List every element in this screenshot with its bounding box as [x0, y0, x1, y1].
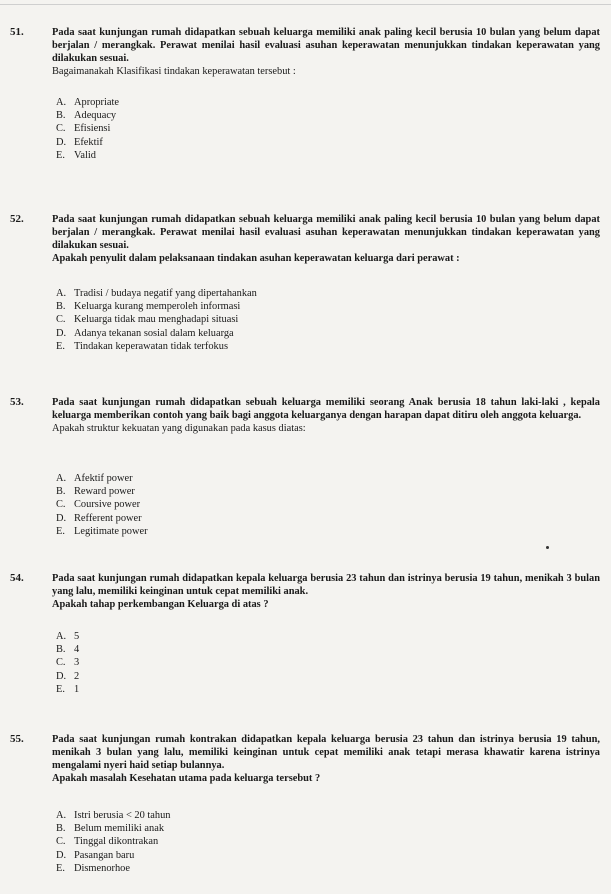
option-text: Tindakan keperawatan tidak terfokus	[74, 340, 228, 352]
question-text	[52, 396, 600, 435]
option-a[interactable]	[56, 630, 576, 643]
option-list	[56, 96, 576, 162]
option-d[interactable]	[56, 136, 576, 149]
question-number: 54.	[10, 572, 24, 584]
option-letter: C.	[56, 499, 66, 511]
option-text: Apropriate	[74, 97, 120, 108]
option-text: Reward power	[74, 486, 135, 498]
option-a[interactable]	[56, 809, 576, 822]
option-letter: C.	[56, 123, 66, 135]
option-d[interactable]	[56, 670, 576, 683]
option-letter: B.	[56, 486, 66, 498]
option-letter: D.	[56, 327, 67, 339]
option-list	[56, 287, 576, 353]
option-letter: A.	[56, 473, 67, 484]
option-e[interactable]	[56, 683, 576, 696]
question-number: 55.	[10, 733, 24, 745]
question-prompt: Apakah masalah Kesehatan utama pada keluarga tersebut ?	[52, 773, 321, 784]
question-prompt: Bagaimanakah Klasifikasi tindakan keperawatan tersebut :	[52, 66, 296, 77]
option-text: Afektif power	[74, 473, 133, 484]
option-letter: D.	[56, 512, 67, 524]
option-letter: A.	[56, 288, 67, 299]
option-letter: E.	[56, 525, 65, 537]
option-text: Pasangan baru	[74, 849, 135, 861]
option-text: 2	[74, 670, 80, 682]
option-b[interactable]	[56, 109, 576, 122]
option-text: Keluarga tidak mau menghadapi situasi	[74, 314, 239, 326]
option-letter: D.	[56, 670, 67, 682]
option-text: Adequacy	[74, 110, 117, 122]
option-d[interactable]	[56, 512, 576, 525]
option-text: Efisiensi	[74, 123, 111, 135]
option-text: Valid	[74, 149, 96, 161]
option-text: Coursive power	[74, 499, 141, 511]
question-stem: Pada saat kunjungan rumah kontrakan didapatkan kepala keluarga berusia 23 tahun dan istrinya berusia 19 tahun, menikah 3 bulan yang lalu, memiliki keinginan untuk cepat memiliki anak tetapi merasa khawatir karena istrinya mengalami nyeri haid setiap bulannya.	[52, 734, 600, 771]
option-d[interactable]	[56, 327, 576, 340]
question-text	[52, 733, 600, 785]
option-letter: A.	[56, 631, 67, 642]
option-letter: C.	[56, 836, 66, 848]
option-a[interactable]	[56, 287, 576, 300]
option-list	[56, 630, 576, 696]
option-letter: D.	[56, 849, 67, 861]
option-letter: B.	[56, 823, 66, 835]
option-letter: E.	[56, 149, 65, 161]
question-stem: Pada saat kunjungan rumah didapatkan sebuah keluarga memiliki seorang Anak berusia 18 tahun laki-laki , kepala keluarga memberikan contoh yang baik bagi anggota keluarganya dengan harapan dapat ditiru oleh anggota keluarga.	[52, 397, 600, 421]
option-letter: A.	[56, 810, 67, 821]
option-b[interactable]	[56, 822, 576, 835]
question-number: 51.	[10, 26, 24, 38]
option-letter: D.	[56, 136, 67, 148]
question-stem: Pada saat kunjungan rumah didapatkan sebuah keluarga memiliki anak paling kecil berusia 10 bulan yang belum dapat berjalan / merangkak. Perawat menilai hasil evaluasi asuhan keperawatan menunjukkan tindakan keperawatan yang dilakukan sesuai.	[52, 214, 600, 251]
question-prompt: Apakah tahap perkembangan Keluarga di atas ?	[52, 599, 269, 610]
option-letter: B.	[56, 644, 66, 656]
option-text: 3	[74, 657, 80, 669]
option-text: 5	[74, 631, 80, 642]
option-text: Tinggal dikontrakan	[74, 836, 159, 848]
option-letter: E.	[56, 683, 65, 695]
question-number: 52.	[10, 213, 24, 225]
option-c[interactable]	[56, 122, 576, 135]
option-letter: E.	[56, 340, 65, 352]
option-text: Belum memiliki anak	[74, 823, 165, 835]
option-a[interactable]	[56, 472, 576, 485]
option-text: Adanya tekanan sosial dalam keluarga	[74, 327, 234, 339]
option-d[interactable]	[56, 849, 576, 862]
option-letter: A.	[56, 97, 67, 108]
option-text: Legitimate power	[74, 525, 148, 537]
option-text: Efektif	[74, 136, 103, 148]
option-c[interactable]	[56, 656, 576, 669]
option-b[interactable]	[56, 300, 576, 313]
option-b[interactable]	[56, 485, 576, 498]
option-letter: B.	[56, 301, 66, 313]
option-text: Keluarga kurang memperoleh informasi	[74, 301, 241, 313]
option-e[interactable]	[56, 149, 576, 162]
option-text: Istri berusia < 20 tahun	[74, 810, 171, 821]
option-letter: B.	[56, 110, 66, 122]
option-c[interactable]	[56, 498, 576, 511]
option-text: 4	[74, 644, 80, 656]
question-text	[52, 213, 600, 265]
option-e[interactable]	[56, 340, 576, 353]
question-stem: Pada saat kunjungan rumah didapatkan kepala keluarga berusia 23 tahun dan istrinya berusia 19 tahun, menikah 3 bulan yang lalu, memiliki keinginan untuk cepat memiliki anak.	[52, 573, 600, 597]
question-prompt: Apakah struktur kekuatan yang digunakan pada kasus diatas:	[52, 423, 306, 434]
option-a[interactable]	[56, 96, 576, 109]
question-stem: Pada saat kunjungan rumah didapatkan sebuah keluarga memiliki anak paling kecil berusia 10 bulan yang belum dapat berjalan / merangkak. Perawat menilai hasil evaluasi asuhan keperawatan menunjukkan tindakan keperawatan yang dilakukan sesuai.	[52, 27, 600, 64]
option-letter: C.	[56, 657, 66, 669]
option-e[interactable]	[56, 862, 576, 875]
option-text: Tradisi / budaya negatif yang dipertahankan	[74, 288, 257, 299]
option-letter: E.	[56, 862, 65, 874]
question-text	[52, 26, 600, 78]
option-c[interactable]	[56, 313, 576, 326]
option-text: Refferent power	[74, 512, 142, 524]
option-list	[56, 809, 576, 875]
option-list	[56, 472, 576, 538]
question-prompt: Apakah penyulit dalam pelaksanaan tindakan asuhan keperawatan keluarga dari perawat :	[52, 253, 460, 264]
option-c[interactable]	[56, 835, 576, 848]
option-b[interactable]	[56, 643, 576, 656]
option-e[interactable]	[56, 525, 576, 538]
option-text: 1	[74, 683, 80, 695]
speck	[546, 546, 549, 549]
option-letter: C.	[56, 314, 66, 326]
option-text: Dismenorhoe	[74, 862, 130, 874]
question-text	[52, 572, 600, 611]
top-border	[0, 4, 611, 5]
question-number: 53.	[10, 396, 24, 408]
